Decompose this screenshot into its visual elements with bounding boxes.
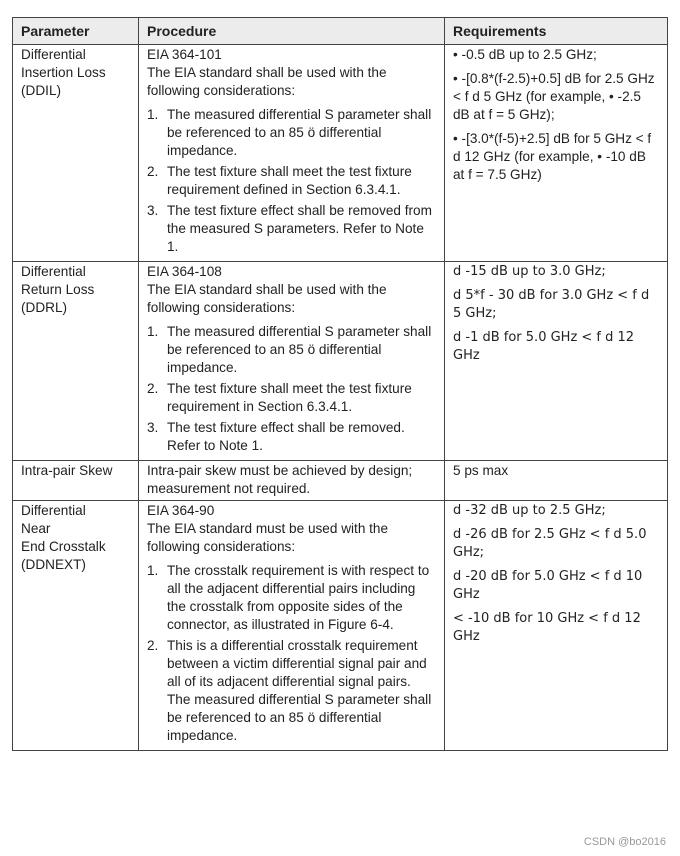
header-parameter: Parameter — [13, 18, 139, 45]
requirement-item: < -10 dB for 10 GHz < f d 12 GHz — [453, 611, 641, 644]
requirement-item: d 5*f - 30 dB for 3.0 GHz < f d 5 GHz; — [453, 288, 650, 321]
procedure-cell — [139, 262, 445, 461]
procedure-cell — [139, 501, 445, 751]
procedure-step — [147, 323, 437, 377]
procedure-steps — [147, 323, 437, 455]
procedure-cell — [139, 461, 445, 501]
procedure-text: The EIA standard shall be used with the following considerations: — [147, 65, 387, 98]
parameter-name-line: Differential — [21, 47, 86, 62]
requirement-item: d -1 dB for 5.0 GHz < f d 12 GHz — [453, 330, 635, 363]
step-text: The crosstalk requirement is with respect to all the adjacent differential pairs including the crosstalk from opposite sides of the connector, as illustrated in Figure 6-4. — [167, 563, 430, 632]
requirements-cell — [445, 262, 668, 461]
procedure-step — [147, 163, 437, 199]
watermark: CSDN @bo2016 — [583, 836, 666, 848]
procedure-step — [147, 562, 437, 634]
requirements-cell — [445, 45, 668, 262]
parameter-cell — [13, 461, 139, 501]
step-text: This is a differential crosstalk requirement between a victim differential signal pair and all of its adjacent differential signal pairs. The measured differential S parameter shall be referenced to an 85 ö differential impedance. — [167, 638, 432, 743]
procedure-text: The EIA standard shall be used with the following considerations: — [147, 282, 387, 315]
step-text: The test fixture shall meet the test fixture requirement defined in Section 6.3.4.1. — [167, 164, 412, 197]
procedure-standard: EIA 364-101 — [147, 47, 222, 62]
requirements-cell — [445, 501, 668, 751]
step-number: 2. — [147, 164, 159, 179]
parameter-name-line: Near — [21, 521, 51, 536]
step-number: 1. — [147, 107, 159, 122]
procedure-steps — [147, 106, 437, 256]
requirement-item: • -[3.0*(f-5)+2.5] dB for 5 GHz < f d 12 GHz (for example, • -10 dB at f = 7.5 GHz) — [453, 131, 652, 182]
table-body — [13, 45, 668, 751]
step-text: The measured differential S parameter shall be referenced to an 85 ö differential impedance. — [167, 324, 432, 375]
procedure-cell — [139, 45, 445, 262]
step-number: 1. — [147, 563, 159, 578]
step-number: 2. — [147, 381, 159, 396]
step-text: The test fixture shall meet the test fixture requirement in Section 6.3.4.1. — [167, 381, 412, 414]
procedure-step — [147, 637, 437, 745]
parameter-name-line: Differential — [21, 264, 86, 279]
parameter-name-line: (DDRL) — [21, 300, 68, 315]
requirement-item: d -20 dB for 5.0 GHz < f d 10 GHz — [453, 569, 643, 602]
requirement-item: 5 ps max — [453, 463, 509, 478]
procedure-text: The EIA standard must be used with the following considerations: — [147, 521, 389, 554]
requirement-item: d -26 dB for 2.5 GHz < f d 5.0 GHz; — [453, 527, 647, 560]
procedure-step — [147, 202, 437, 256]
table-row — [13, 45, 668, 262]
requirement-item: • -0.5 dB up to 2.5 GHz; — [453, 47, 597, 62]
header-requirements: Requirements — [445, 18, 668, 45]
requirements-table — [12, 17, 668, 751]
procedure-step — [147, 106, 437, 160]
procedure-steps — [147, 562, 437, 745]
parameter-name-line: Return Loss — [21, 282, 95, 297]
step-number: 2. — [147, 638, 159, 653]
requirements-cell — [445, 461, 668, 501]
table-row — [13, 461, 668, 501]
requirement-item: d -32 dB up to 2.5 GHz; — [453, 503, 606, 518]
requirement-item: d -15 dB up to 3.0 GHz; — [453, 264, 606, 279]
requirement-item: • -[0.8*(f-2.5)+0.5] dB for 2.5 GHz < f d 5 GHz (for example, • -2.5 dB at f = 5 GHz); — [453, 71, 655, 122]
step-number: 3. — [147, 420, 159, 435]
procedure-step — [147, 380, 437, 416]
step-number: 3. — [147, 203, 159, 218]
parameter-name-line: (DDIL) — [21, 83, 62, 98]
parameter-name-line: End Crosstalk — [21, 539, 106, 554]
header-procedure: Procedure — [139, 18, 445, 45]
parameter-cell — [13, 501, 139, 751]
step-number: 1. — [147, 324, 159, 339]
table-row — [13, 501, 668, 751]
parameter-name-line: (DDNEXT) — [21, 557, 86, 572]
parameter-name-line: Intra-pair Skew — [21, 463, 113, 478]
parameter-cell — [13, 262, 139, 461]
procedure-standard: EIA 364-90 — [147, 503, 215, 518]
procedure-standard: EIA 364-108 — [147, 264, 222, 279]
step-text: The test fixture effect shall be removed from the measured S parameters. Refer to Note 1. — [167, 203, 432, 254]
step-text: The measured differential S parameter shall be referenced to an 85 ö differential impedance. — [167, 107, 432, 158]
procedure-step — [147, 419, 437, 455]
procedure-text: Intra-pair skew must be achieved by design; measurement not required. — [147, 463, 413, 496]
parameter-name-line: Insertion Loss — [21, 65, 106, 80]
header-row — [13, 18, 668, 45]
parameter-name-line: Differential — [21, 503, 86, 518]
parameter-cell — [13, 45, 139, 262]
step-text: The test fixture effect shall be removed. Refer to Note 1. — [167, 420, 405, 453]
table-row — [13, 262, 668, 461]
